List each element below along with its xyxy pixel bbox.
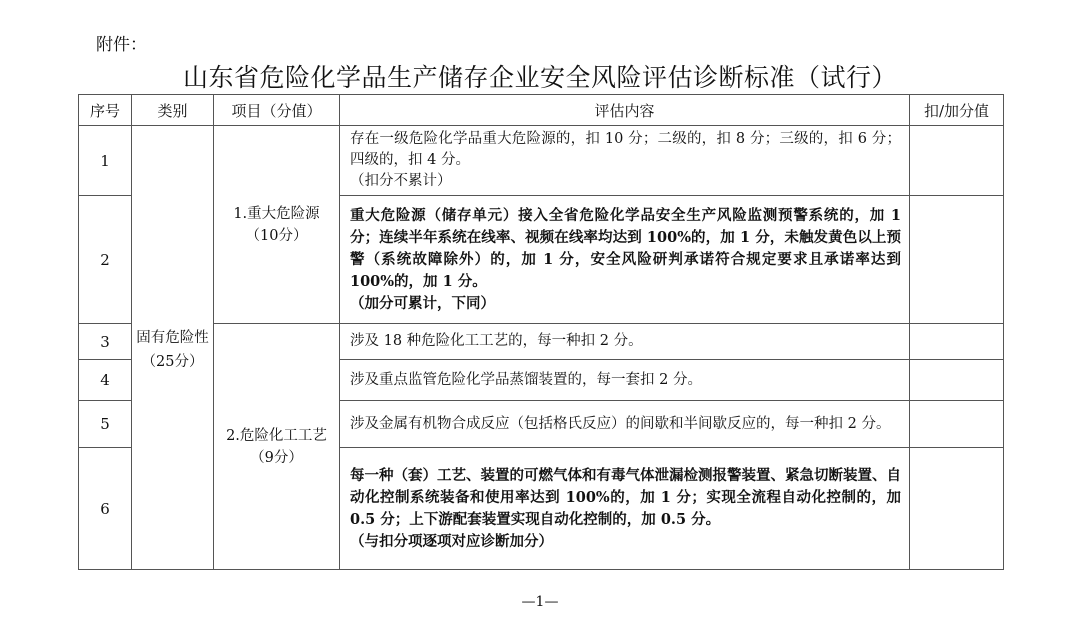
category-cell: 固有危险性（25分） bbox=[132, 126, 214, 570]
content-cell bbox=[340, 448, 910, 570]
content-cell bbox=[340, 360, 910, 401]
content-cell bbox=[340, 126, 910, 196]
item-cell: 2.危险化工工艺（9分） bbox=[214, 324, 340, 570]
content-text: 涉及 18 种危险化工工艺的，每一种扣 2 分。 bbox=[350, 333, 643, 349]
content-text: 涉及重点监管危险化学品蒸馏装置的，每一套扣 2 分。 bbox=[350, 371, 702, 388]
column-header-content: 评估内容 bbox=[340, 95, 910, 126]
score-cell bbox=[910, 324, 1004, 360]
table-row bbox=[79, 324, 1004, 360]
attachment-label: 附件： bbox=[96, 35, 147, 55]
score-cell bbox=[910, 196, 1004, 324]
content-cell bbox=[340, 196, 910, 324]
column-header-item: 项目（分值） bbox=[214, 95, 340, 126]
content-note: （扣分不累计） bbox=[350, 173, 452, 189]
score-cell bbox=[910, 448, 1004, 570]
content-note: （加分可累计，下同） bbox=[350, 294, 495, 312]
column-header-category: 类别 bbox=[132, 95, 214, 126]
item-cell: 1.重大危险源（10分） bbox=[214, 126, 340, 324]
content-text: 每一种（套）工艺、装置的可燃气体和有毒气体泄漏检测报警装置、紧急切断装置、自动化控制系统装备和使用率达到 100%的，加 1 分；实现全流程自动化控制的，加 0.5 分；上下游配套装置实现自动化控制的，加 0.5 分。 bbox=[350, 466, 901, 528]
row-number: 3 bbox=[79, 324, 132, 360]
column-header-no: 序号 bbox=[79, 95, 132, 126]
column-header-score: 扣/加分值 bbox=[910, 95, 1004, 126]
assessment-table bbox=[78, 94, 1004, 570]
table-row bbox=[79, 126, 1004, 196]
document-title: 山东省危险化学品生产储存企业安全风险评估诊断标准（试行） bbox=[182, 63, 897, 92]
score-cell bbox=[910, 360, 1004, 401]
content-text: 存在一级危险化学品重大危险源的，扣 10 分；二级的，扣 8 分；三级的，扣 6 分；四级的，扣 4 分。 bbox=[350, 131, 901, 168]
content-cell bbox=[340, 401, 910, 448]
table-header-row bbox=[79, 95, 1004, 126]
row-number: 4 bbox=[79, 360, 132, 401]
score-cell bbox=[910, 401, 1004, 448]
content-note: （与扣分项逐项对应诊断加分） bbox=[350, 532, 553, 550]
row-number: 2 bbox=[79, 196, 132, 324]
row-number: 5 bbox=[79, 401, 132, 448]
row-number: 1 bbox=[79, 126, 132, 196]
row-number: 6 bbox=[79, 448, 132, 570]
content-text: 涉及金属有机物合成反应（包括格氏反应）的间歇和半间歇反应的，每一种扣 2 分。 bbox=[350, 415, 891, 432]
content-text: 重大危险源（储存单元）接入全省危险化学品安全生产风险监测预警系统的，加 1 分；连续半年系统在线率、视频在线率均达到 100%的，加 1 分，未触发黄色以上预警（系统故障除外）的，加 1 分，安全风险研判承诺符合规定要求且承诺率达到 100%的，加 1 分。 bbox=[350, 206, 901, 290]
score-cell bbox=[910, 126, 1004, 196]
page-number: —1— bbox=[521, 594, 559, 610]
content-cell bbox=[340, 324, 910, 360]
